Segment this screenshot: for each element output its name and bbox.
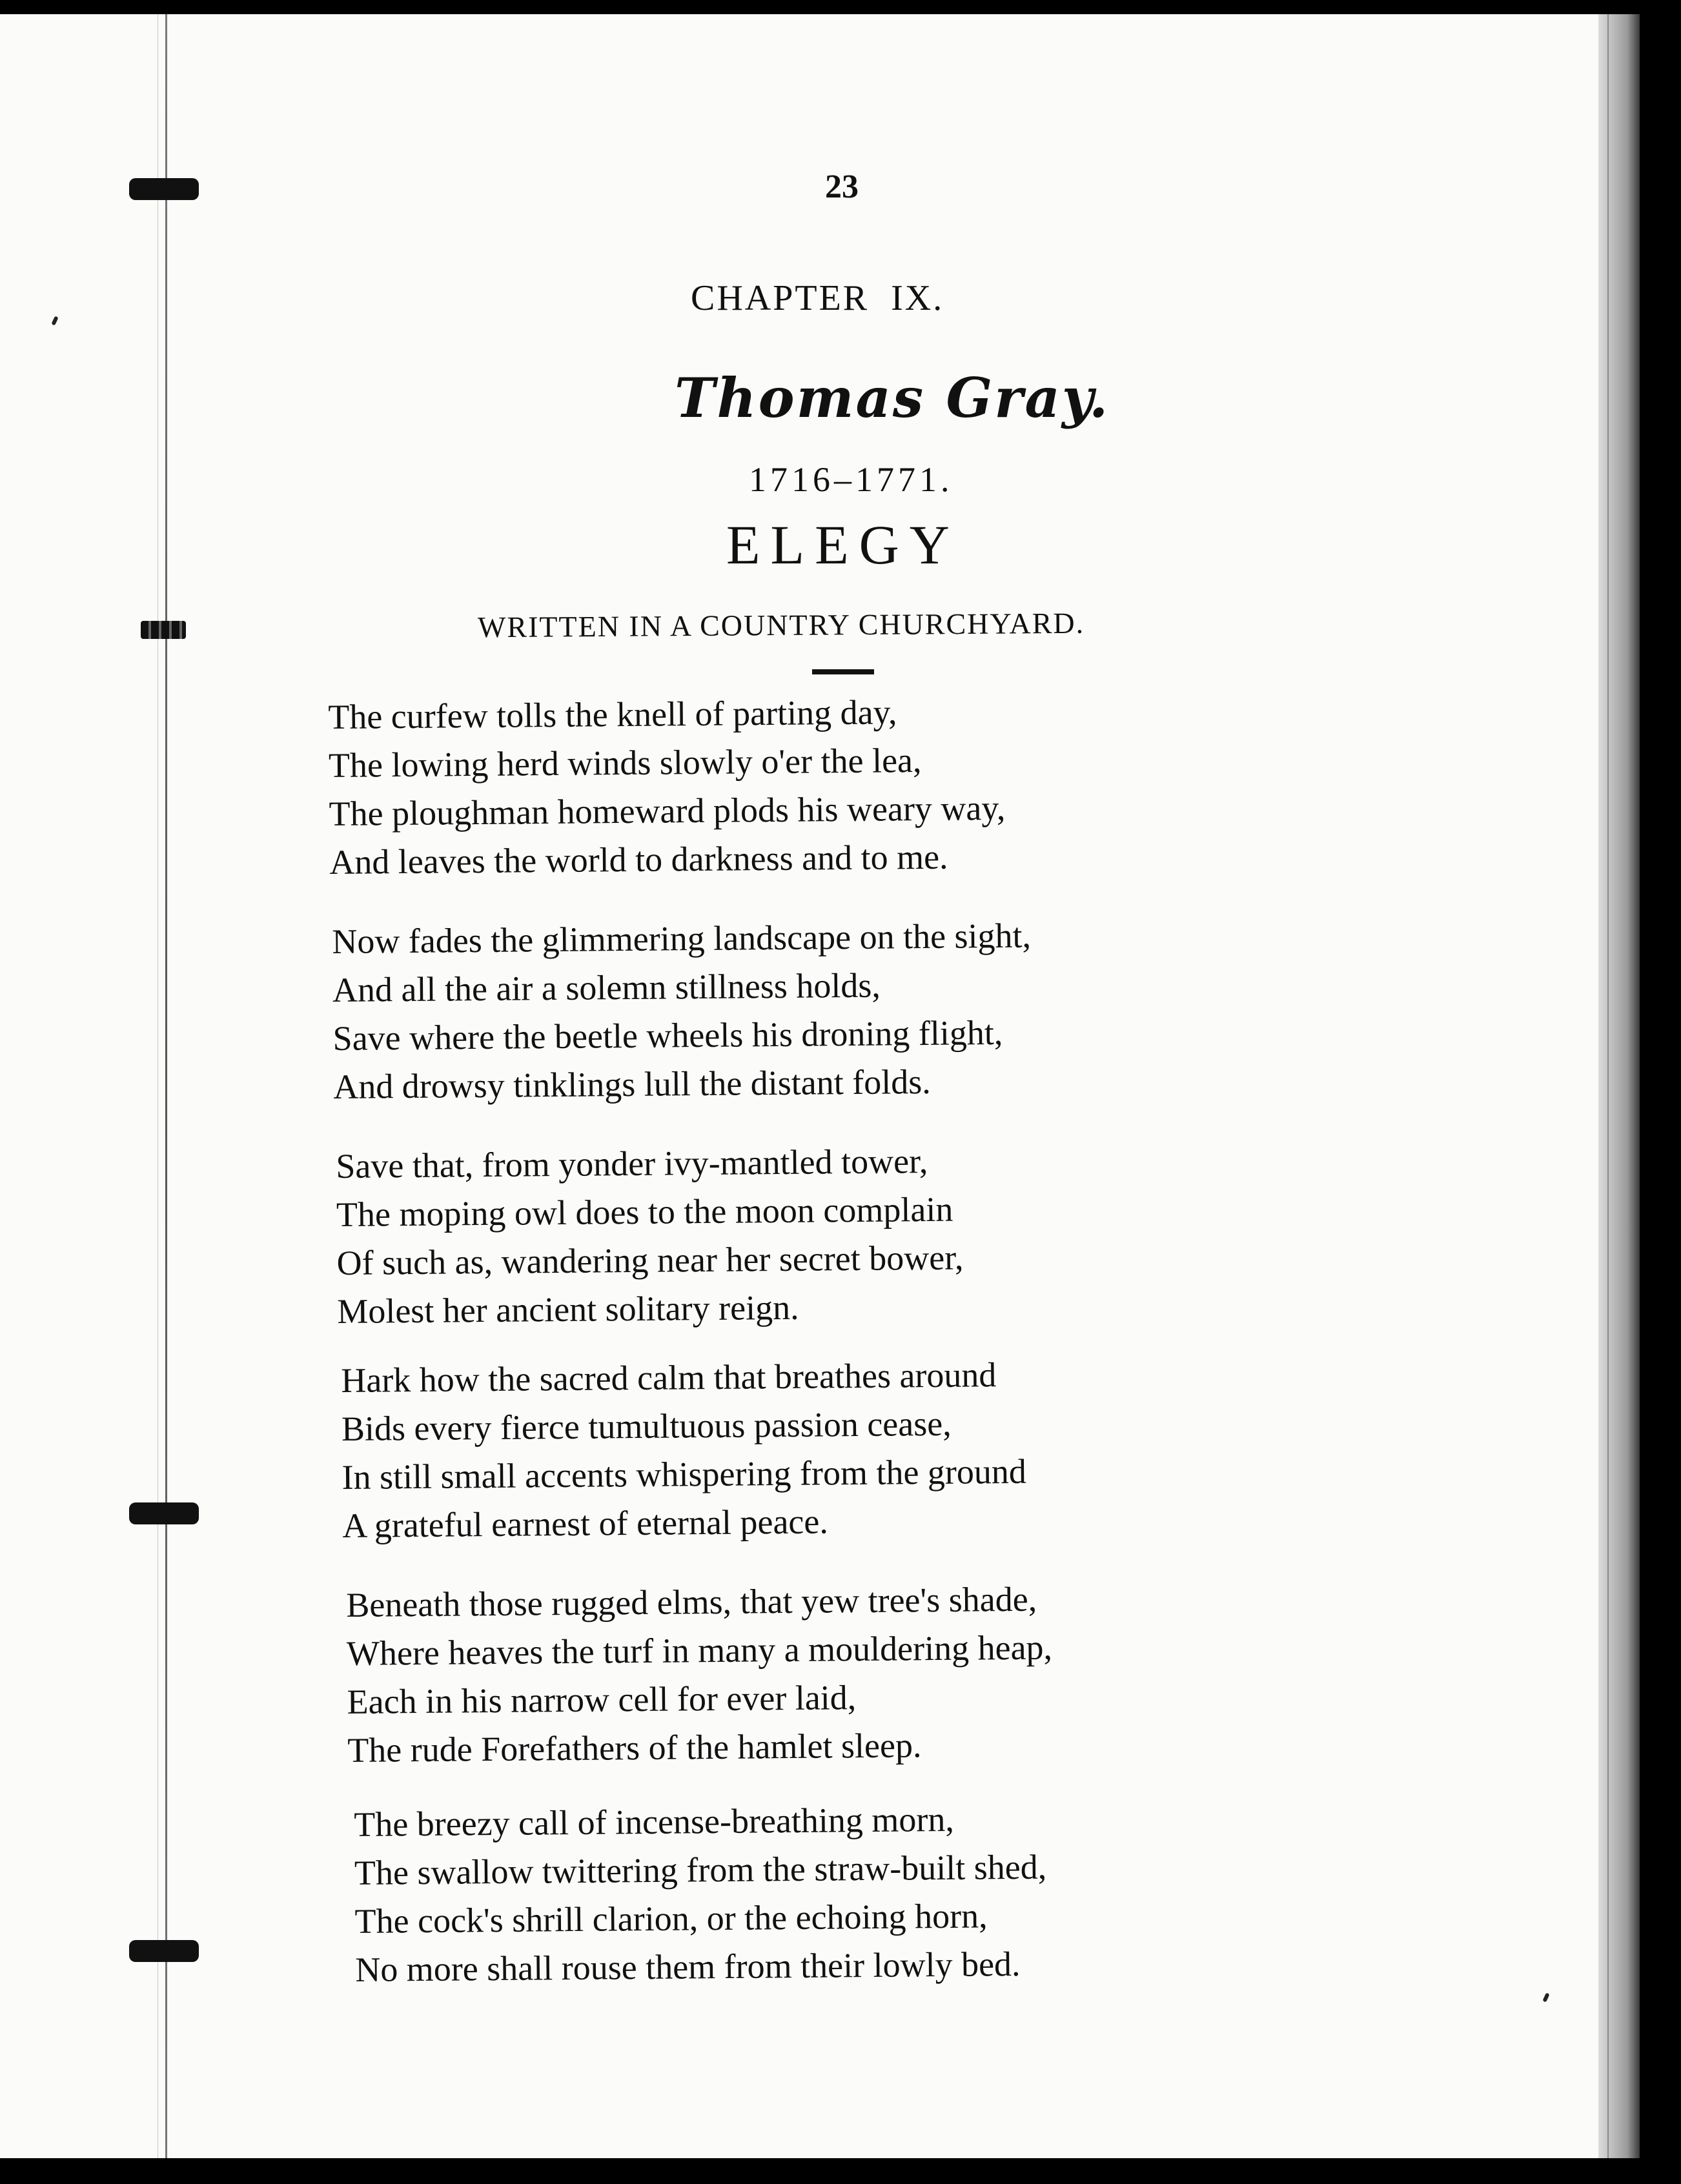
poem-line: Now fades the glimmering landscape on the sight, (332, 916, 1032, 961)
poem-line: Where heaves the turf in many a mouldering heap, (346, 1628, 1053, 1673)
poem-line: The lowing herd winds slowly o'er the lea, (328, 740, 922, 785)
poem-line: Of such as, wandering near her secret bower, (336, 1238, 964, 1282)
binding-stitch (129, 1502, 199, 1524)
page-number: 23 (825, 168, 859, 205)
poem-line: Save where the beetle wheels his droning flight, (332, 1013, 1003, 1058)
page-edge-shadow (1598, 14, 1640, 2158)
binding-stitch (141, 621, 186, 639)
stanza (354, 1795, 1048, 1994)
poem-line: Each in his narrow cell for ever laid, (347, 1678, 857, 1721)
poem-line: And leaves the world to darkness and to me. (329, 837, 948, 882)
poem-line: The breezy call of incense-breathing morn, (354, 1799, 955, 1844)
binding-stitch (129, 1940, 199, 1962)
poem-line: Bids every fierce tumultuous passion cease, (341, 1404, 952, 1448)
poem-line: No more shall rouse them from their lowly bed. (355, 1945, 1021, 1989)
poem-line: Beneath those rugged elms, that yew tree's shade, (346, 1579, 1037, 1624)
poem-line: In still small accents whispering from the ground (341, 1451, 1027, 1497)
stanza (346, 1575, 1054, 1775)
chapter-heading: CHAPTER IX. (691, 278, 944, 318)
ink-speck (1542, 1992, 1549, 2002)
poem-subtitle: WRITTEN IN A COUNTRY CHURCHYARD. (477, 606, 1085, 644)
poem-title: ELEGY (726, 514, 960, 576)
poem-line: Save that, from yonder ivy-mantled tower, (336, 1141, 928, 1186)
poem-line: The moping owl does to the moon complain (336, 1189, 953, 1234)
poem-line: A grateful earnest of eternal peace. (342, 1502, 829, 1545)
author-dates: 1716–1771. (749, 460, 953, 499)
stanza (328, 687, 1006, 887)
scanned-page (0, 14, 1640, 2158)
poem-line: The cock's shrill clarion, or the echoing horn, (354, 1896, 988, 1941)
poem-line: The curfew tolls the knell of parting day, (328, 693, 897, 736)
title-rule (812, 669, 874, 674)
poem-line: Hark how the sacred calm that breathes around (341, 1355, 997, 1400)
poem-line: Molest her ancient solitary reign. (337, 1288, 799, 1331)
stanza (341, 1351, 1027, 1550)
poem-line: The rude Forefathers of the hamlet sleep. (347, 1726, 922, 1770)
author-name: Thomas Gray. (675, 366, 1110, 430)
poem-line: The ploughman homeward plods his weary way, (329, 788, 1006, 833)
stanza (332, 912, 1032, 1111)
poem-line: And all the air a solemn stillness holds, (332, 966, 881, 1009)
poem-line: The swallow twittering from the straw-built shed, (354, 1847, 1047, 1892)
binding-stitch (129, 178, 199, 200)
poem-line: And drowsy tinklings lull the distant folds. (333, 1062, 932, 1106)
stanza (336, 1137, 964, 1336)
spine-binding-line (165, 14, 167, 2158)
ink-speck (51, 316, 58, 325)
